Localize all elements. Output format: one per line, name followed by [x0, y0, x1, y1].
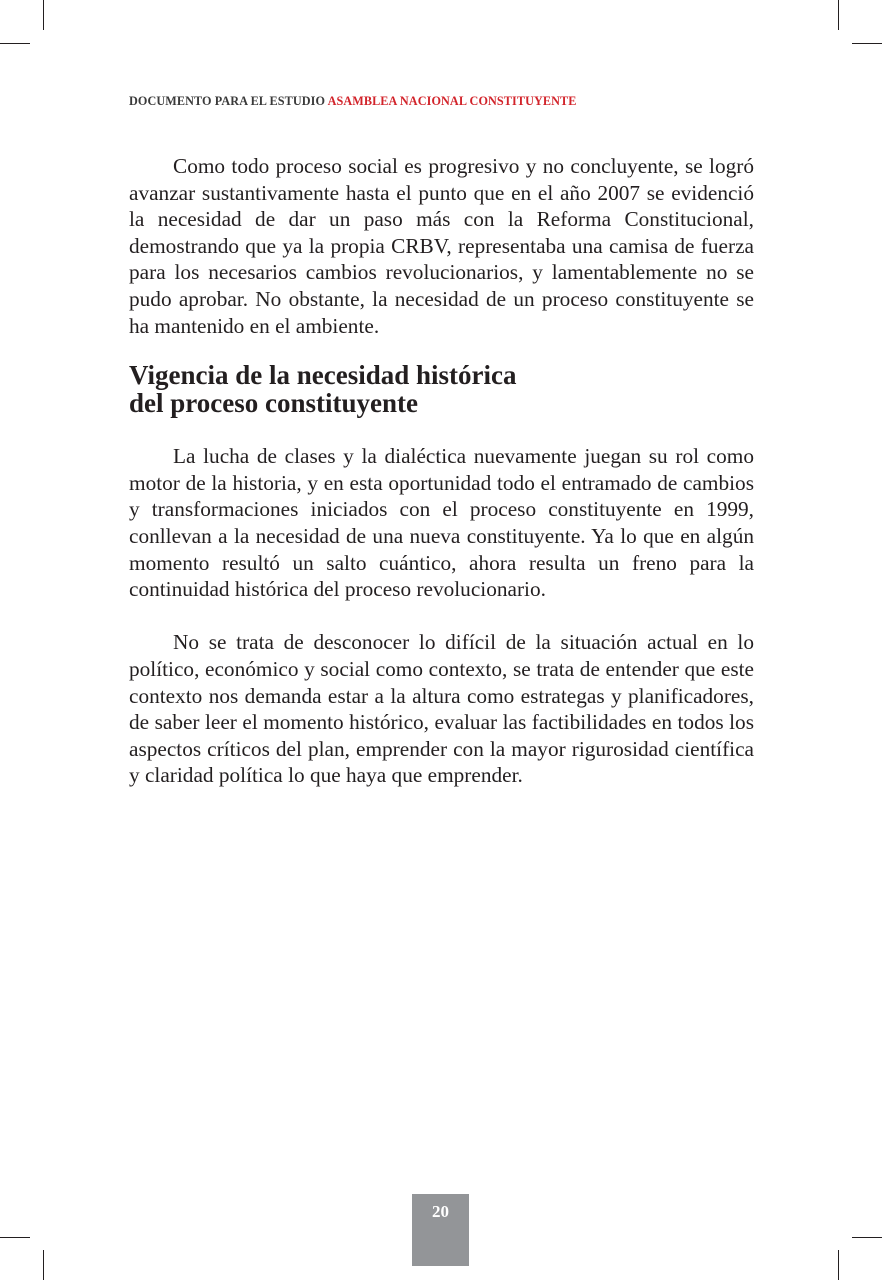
paragraph: Como todo proceso social es progresivo y no concluyente, se logró avanzar sustantivamente hasta el punto que en el año 2007 se evidenció la necesidad de dar un paso más con la Reforma Constitucional, demostrando que ya la propia CRBV, representaba una camisa de fuerza para los necesarios cambios revolucionarios, y lamentablemente no se pudo aprobar. No obstante, la necesidad de un proceso constituyente se ha mantenido en el ambiente. [129, 154, 754, 338]
crop-mark [838, 1250, 839, 1280]
page-number-tab [412, 1194, 469, 1266]
page-number: 20 [432, 1202, 449, 1221]
crop-mark [43, 0, 44, 30]
header-label: DOCUMENTO PARA EL ESTUDIO [129, 94, 326, 108]
crop-mark [838, 0, 839, 30]
heading-line: Vigencia de la necesidad histórica [129, 360, 517, 391]
crop-mark [852, 43, 882, 44]
crop-mark [0, 43, 30, 44]
running-header [129, 94, 577, 109]
paragraph: No se trata de desconocer lo difícil de la situación actual en lo político, económico y social como contexto, se trata de entender que este contexto nos demanda estar a la altura como estrategas y planificadores, de saber leer el momento histórico, evaluar las factibilidades en todos los aspectos críticos del plan, emprender con la mayor rigurosidad científica y claridad política lo que haya que emprender. [129, 630, 754, 788]
crop-mark [852, 1237, 882, 1238]
crop-mark [43, 1250, 44, 1280]
header-title: ASAMBLEA NACIONAL CONSTITUYENTE [327, 94, 577, 108]
section-heading [129, 361, 754, 417]
page-body [129, 153, 754, 789]
crop-mark [0, 1237, 30, 1238]
paragraph: La lucha de clases y la dialéctica nuevamente juegan su rol como motor de la historia, y en esta oportunidad todo el entramado de cambios y transformaciones iniciados con el proceso constituyente en 1999, conllevan a la necesidad de una nueva constituyente. Ya lo que en algún momento resultó un salto cuántico, ahora resulta un freno para la continuidad histórica del proceso revolucionario. [129, 444, 754, 602]
heading-line: del proceso constituyente [129, 388, 418, 419]
